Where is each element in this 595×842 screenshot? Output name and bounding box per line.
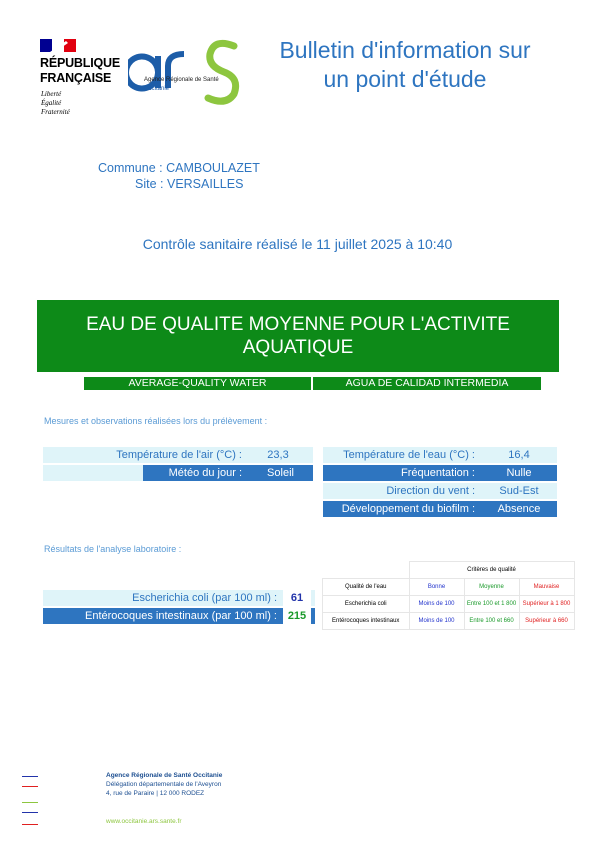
ars-region: Occitanie: [144, 86, 170, 92]
footer-website[interactable]: www.occitanie.ars.sante.fr: [106, 818, 182, 825]
measure-label: Développement du biofilm :: [341, 503, 475, 515]
criteria-param: Escherichia coli: [323, 596, 410, 613]
measure-row-air-temp: [43, 447, 313, 463]
footer-line-blue-2: [22, 812, 38, 813]
criteria-mauvaise: Supérieur à 1 800: [519, 596, 574, 613]
criteria-moyenne: Entre 100 et 1 800: [464, 596, 519, 613]
page-title-line-2: un point d'étude: [323, 66, 487, 92]
motto-liberte: Liberté: [41, 90, 62, 98]
criteria-table: [322, 561, 575, 630]
criteria-header-quality: Qualité de l'eau: [323, 579, 410, 596]
criteria-moyenne: Entre 100 et 660: [464, 613, 519, 630]
measure-value: Soleil: [248, 465, 313, 481]
location-info: [98, 160, 260, 192]
criteria-row-enterocoques: [323, 613, 575, 630]
footer-line-agency: Agence Régionale de Santé Occitanie: [106, 772, 223, 779]
criteria-header-mauvaise: Mauvaise: [519, 579, 574, 596]
criteria-header-moyenne: Moyenne: [464, 579, 519, 596]
rf-line-1: RÉPUBLIQUE: [40, 56, 120, 70]
site-value: VERSAILLES: [166, 177, 244, 191]
criteria-param: Entérocoques intestinaux: [323, 613, 410, 630]
site-label: Site :: [135, 177, 164, 191]
quality-banner: [37, 300, 559, 372]
criteria-row-ecoli: [323, 596, 575, 613]
criteria-title: Critères de qualité: [409, 562, 574, 579]
page-title: [250, 36, 560, 94]
measure-row-vent: [323, 483, 557, 499]
measure-value: Absence: [497, 503, 541, 515]
lab-label: Résultats de l'analyse laboratoire :: [44, 544, 182, 554]
motto-fraternite: Fraternité: [41, 108, 70, 116]
banner-spanish: AGUA DE CALIDAD INTERMEDIA: [313, 377, 541, 390]
result-label: Entérocoques intestinaux (par 100 ml) :: [85, 610, 277, 622]
footer-line-red-2: [22, 824, 38, 825]
controle-date: Contrôle sanitaire réalisé le 11 juillet 2025 à 10:40: [142, 236, 453, 252]
result-value: 215: [283, 608, 311, 624]
commune-label: Commune :: [98, 161, 163, 175]
banner-english: AVERAGE-QUALITY WATER: [84, 377, 311, 390]
lab-results: [43, 590, 315, 624]
measures-label: Mesures et observations réalisées lors du prélèvement :: [44, 416, 268, 426]
measure-value: 23,3: [267, 449, 289, 461]
measures-left: [43, 447, 313, 481]
footer-line-street: 4, rue de Paraire | 12 000 RODEZ: [106, 790, 205, 797]
banner-line-2: AQUATIQUE: [242, 337, 354, 358]
commune-row: [98, 160, 260, 176]
commune-value: CAMBOULAZET: [166, 161, 260, 175]
footer-line-delegation: Délégation départementale de l'Aveyron: [106, 781, 222, 788]
measure-value: Sud-Est: [499, 485, 539, 497]
measure-label: Météo du jour :: [143, 465, 248, 481]
banner-line-1: EAU DE QUALITE MOYENNE POUR L'ACTIVITE: [86, 314, 510, 335]
criteria-bonne: Moins de 100: [409, 596, 464, 613]
criteria-mauvaise: Supérieur à 660: [519, 613, 574, 630]
ars-logo: [128, 36, 242, 106]
republique-francaise-logo: [40, 56, 120, 86]
ars-subtitle: Agence Régionale de Santé: [144, 77, 219, 83]
measure-row-water-temp: [323, 447, 557, 463]
site-row: [98, 176, 260, 192]
criteria-header-row: [323, 579, 575, 596]
criteria-title-row: [323, 562, 575, 579]
result-value: 61: [283, 590, 311, 606]
criteria-bonne: Moins de 100: [409, 613, 464, 630]
criteria-header-bonne: Bonne: [409, 579, 464, 596]
measure-value: Nulle: [506, 467, 532, 479]
measure-value: 16,4: [508, 449, 530, 461]
french-flag-icon: [40, 39, 76, 52]
measure-row-frequentation: [323, 465, 557, 481]
footer-line-blue-1: [22, 776, 38, 777]
measures-right: [323, 447, 557, 517]
result-label: Escherichia coli (par 100 ml) :: [132, 592, 277, 604]
rf-motto: [41, 90, 70, 117]
result-row-ecoli: [43, 590, 315, 606]
measure-label: Direction du vent :: [386, 485, 475, 497]
measure-label: Fréquentation :: [401, 467, 475, 479]
measure-label: Température de l'air (°C) :: [116, 449, 242, 461]
page-title-line-1: Bulletin d'information sur: [279, 37, 531, 63]
motto-egalite: Égalité: [41, 99, 62, 107]
measure-label: Température de l'eau (°C) :: [343, 449, 475, 461]
footer-address: [106, 771, 222, 798]
rf-line-2: FRANÇAISE: [40, 71, 112, 85]
footer-line-red-1: [22, 786, 38, 787]
measure-row-meteo: [43, 465, 313, 481]
measure-row-biofilm: [323, 501, 557, 517]
result-row-enterocoques: [43, 608, 315, 624]
footer-line-green: [22, 802, 38, 803]
